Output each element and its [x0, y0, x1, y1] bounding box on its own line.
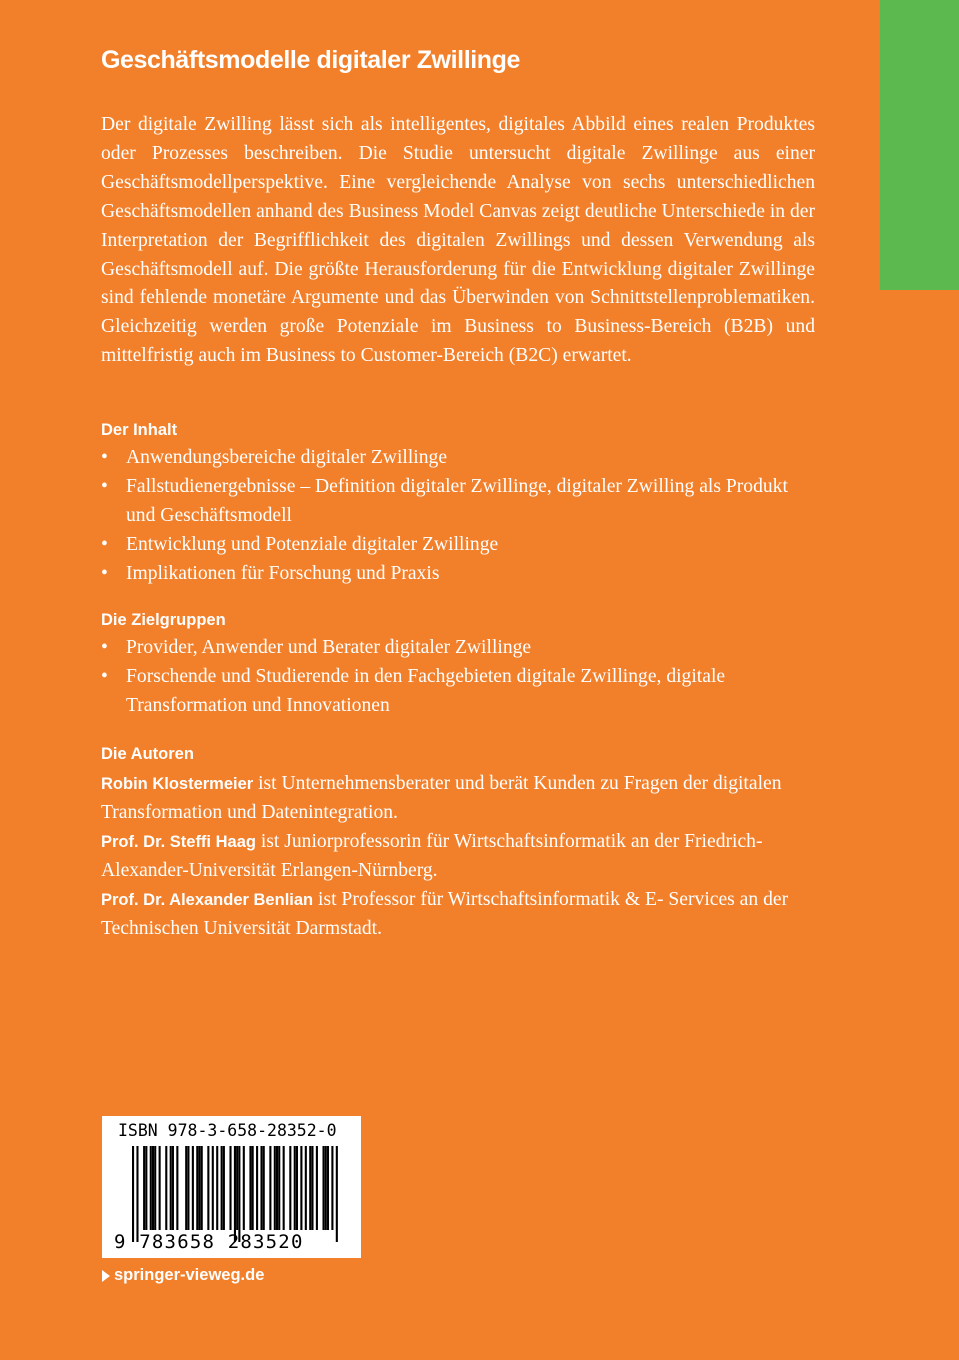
barcode-bar: [276, 1146, 278, 1230]
barcode-bar: [207, 1146, 209, 1230]
barcode-bar: [185, 1146, 187, 1230]
barcode-bar: [249, 1146, 251, 1230]
barcode-bar: [170, 1146, 172, 1230]
barcode-bar: [187, 1146, 189, 1230]
barcode-bar: [145, 1146, 147, 1230]
barcode-bar: [132, 1146, 134, 1242]
publisher-website-link[interactable]: springer-vieweg.de: [102, 1266, 264, 1285]
author-name: Robin Klostermeier: [101, 775, 254, 793]
barcode-bar: [223, 1146, 225, 1230]
barcode-bar: [234, 1146, 236, 1242]
book-title: Geschäftsmodelle digitaler Zwillinge: [101, 46, 521, 74]
isbn-barcode: [102, 1116, 361, 1258]
authors-heading: Die Autoren: [101, 745, 194, 763]
barcode-bar: [201, 1146, 203, 1230]
barcode-bar: [143, 1146, 145, 1230]
green-accent-tab: [880, 0, 959, 290]
barcode-bar: [305, 1146, 307, 1230]
barcode-bar: [216, 1146, 218, 1230]
barcode-bar: [274, 1146, 276, 1230]
audience-list: [101, 634, 801, 721]
barcode-bar: [311, 1146, 313, 1230]
barcode-bar: [309, 1146, 311, 1230]
barcode-bar: [322, 1146, 324, 1230]
barcode-bar: [252, 1146, 254, 1230]
list-item: • Entwicklung und Potenziale digitaler Zwillinge: [101, 533, 499, 555]
list-item: • Anwendungsbereiche digitaler Zwillinge: [101, 447, 448, 468]
barcode-bar: [336, 1146, 338, 1242]
barcode-bar: [278, 1146, 280, 1230]
barcode-bar: [238, 1146, 240, 1242]
barcode-bar: [289, 1146, 291, 1230]
list-item: • Implikationen für Forschung und Praxis: [101, 562, 440, 584]
barcode-bar: [154, 1146, 156, 1230]
author-name: Prof. Dr. Steffi Haag: [101, 832, 256, 851]
barcode-bar: [165, 1146, 167, 1230]
barcode-bar: [172, 1146, 174, 1230]
barcode-bar: [327, 1146, 329, 1230]
play-arrow-icon: [102, 1270, 110, 1282]
barcode-bar: [283, 1146, 285, 1230]
barcode-bar: [300, 1146, 302, 1230]
barcode-bar: [221, 1146, 223, 1230]
barcode-bar: [159, 1146, 161, 1230]
isbn-label: ISBN 978-3-658-28352-0: [118, 1121, 337, 1140]
barcode-bar: [269, 1146, 271, 1230]
barcode-bar: [198, 1146, 200, 1230]
barcode-digits: 9 783658 283520: [114, 1231, 304, 1253]
barcode-bar: [150, 1146, 152, 1230]
contents-heading: Der Inhalt: [101, 421, 178, 439]
barcode-bar: [192, 1146, 194, 1230]
contents-list: [101, 444, 801, 589]
barcode-bar: [152, 1146, 154, 1230]
barcode-bar: [229, 1146, 231, 1230]
barcode-bar: [294, 1146, 296, 1230]
author-name: Prof. Dr. Alexander Benlian: [101, 890, 314, 909]
audience-heading: Die Zielgruppen: [101, 611, 226, 629]
barcode-bar: [260, 1146, 262, 1230]
barcode-bar: [263, 1146, 265, 1230]
barcode-bar: [256, 1146, 258, 1230]
barcode-bar: [212, 1146, 214, 1230]
list-item: • Forschende und Studierende in den Fachgebieten digitale Zwillinge, digitale Transformation und Innovationen: [101, 665, 726, 716]
barcode-bar: [243, 1146, 245, 1230]
barcode-bar: [136, 1146, 138, 1242]
barcode-bar: [176, 1146, 178, 1230]
barcode-bar: [236, 1146, 238, 1230]
barcode-bar: [196, 1146, 198, 1230]
barcode-bar: [331, 1146, 333, 1230]
authors-text: Robin Klostermeier ist Unternehmensberater und berät Kunden zu Fragen der digitalen Transformation und Datenintegration. Prof. Dr. Steffi Haag ist Juniorprofessorin für Wirtschaftsinformatik an der Friedrich-Alexander-Universität Erlangen-Nürnberg. Prof. Dr. Alexander Benlian ist Professor für Wirtschaftsinformatik & E- Services an der Technischen Universität Darmstadt.: [101, 773, 789, 939]
book-description: Der digitale Zwilling lässt sich als intelligentes, digitales Abbild eines realen Produktes oder Prozesses beschreiben. Die Studie untersucht digitale Zwillinge aus einer Geschäftsmodellperspektive. Eine vergleichende Analyse von sechs unterschiedlichen Geschäftsmodellen anhand des Business Model Canvas zeigt deutliche Unterschiede in der Interpretation der Begrifflichkeit des digitalen Zwillings und dessen Verwendung als Geschäftsmodell auf. Die größte Herausforderung für die Entwicklung digitaler Zwillinge sind fehlende monetäre Argumente und das Überwinden von Schnittstellenproblematiken. Gleichzeitig werden große Potenziale im Business to Business-Bereich (B2B) und mittelfristig auch im Business to Customer-Bereich (B2C) erwartet.: [101, 114, 815, 367]
barcode-bar: [296, 1146, 298, 1230]
barcode-bar: [325, 1146, 327, 1230]
list-item: • Provider, Anwender und Berater digitaler Zwillinge: [101, 637, 532, 658]
list-item: • Fallstudienergebnisse – Definition digitaler Zwillinge, digitaler Zwilling als Produkt und Geschäftsmodell: [101, 475, 788, 526]
barcode-bar: [316, 1146, 318, 1230]
